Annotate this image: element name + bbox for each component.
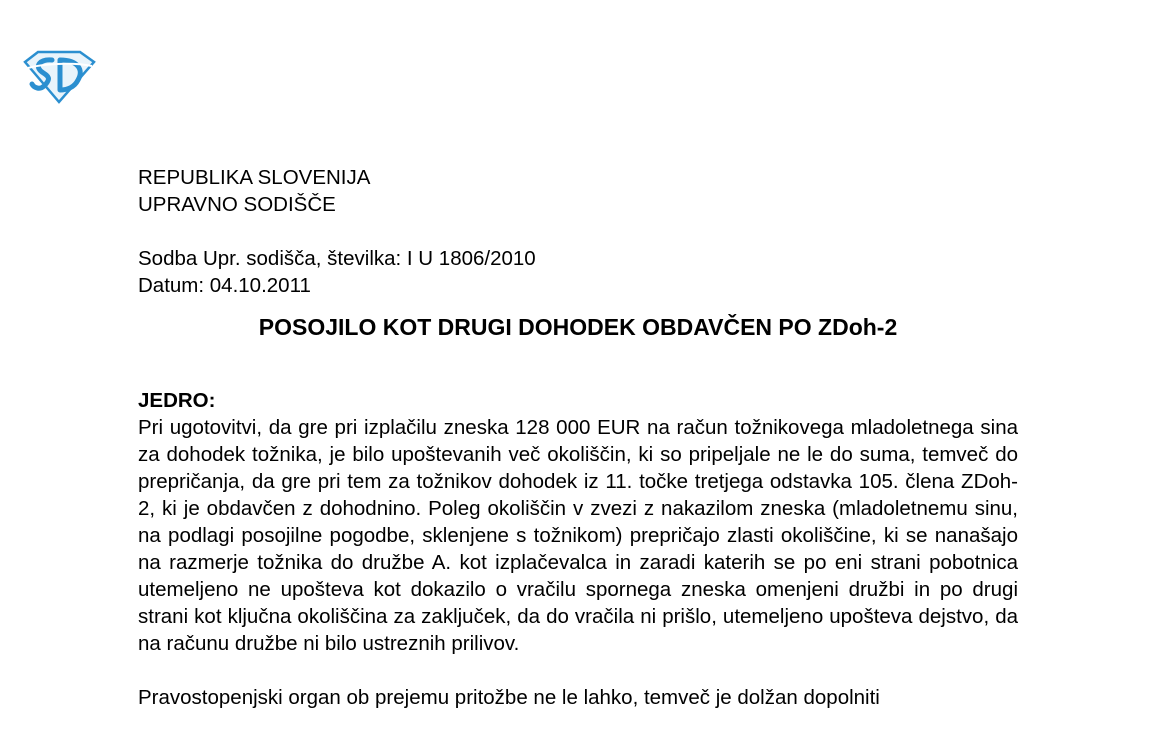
document-body [138, 164, 1018, 732]
case-date: Datum: 04.10.2011 [138, 274, 311, 297]
core-heading: JEDRO: [138, 389, 216, 412]
court-name: UPRAVNO SODIŠČE [138, 193, 336, 216]
document-title: POSOJILO KOT DRUGI DOHODEK OBDAVČEN PO ZDoh-2 [258, 314, 898, 340]
core-paragraph: Pri ugotovitvi, da gre pri izplačilu zneska 128 000 EUR na račun tožnikovega mladoletnega sina za dohodek tožnika, je bilo upoštevanih več okoliščin, ki so pripeljale ne le do suma, temveč do prepričanja, da gre pri tem za tožnikov dohodek iz 11. točke tretjega odstavka 105. člena ZDoh-2, ki je obdavčen z dohodnino. Poleg okoliščin v zvezi z nakazilom zneska (mladoletnemu sinu, na podlagi posojilne pogodbe, sklenjene s tožnikom) prepričajo zlasti okoliščine, ki se nanašajo na razmerje tožnika do družbe A. kot izplačevalca in zaradi katerih se po eni strani pobotnica utemeljeno ne upošteva kot dokazilo o vračilu spornega zneska omenjeni družbi in po drugi strani kot ključna okoliščina za zaključek, da do vračila ni prišlo, utemeljeno upošteva dejstvo, da na računu družbe ni bilo ustreznih prilivov. [138, 416, 1018, 655]
case-reference: Sodba Upr. sodišča, številka: I U 1806/2010 [138, 247, 536, 270]
next-paragraph: Pravostopenjski organ ob prejemu pritožbe ne le lahko, temveč je dolžan dopolniti [138, 686, 880, 709]
court-logo-icon [22, 48, 96, 106]
country-name: REPUBLIKA SLOVENIJA [138, 166, 371, 189]
